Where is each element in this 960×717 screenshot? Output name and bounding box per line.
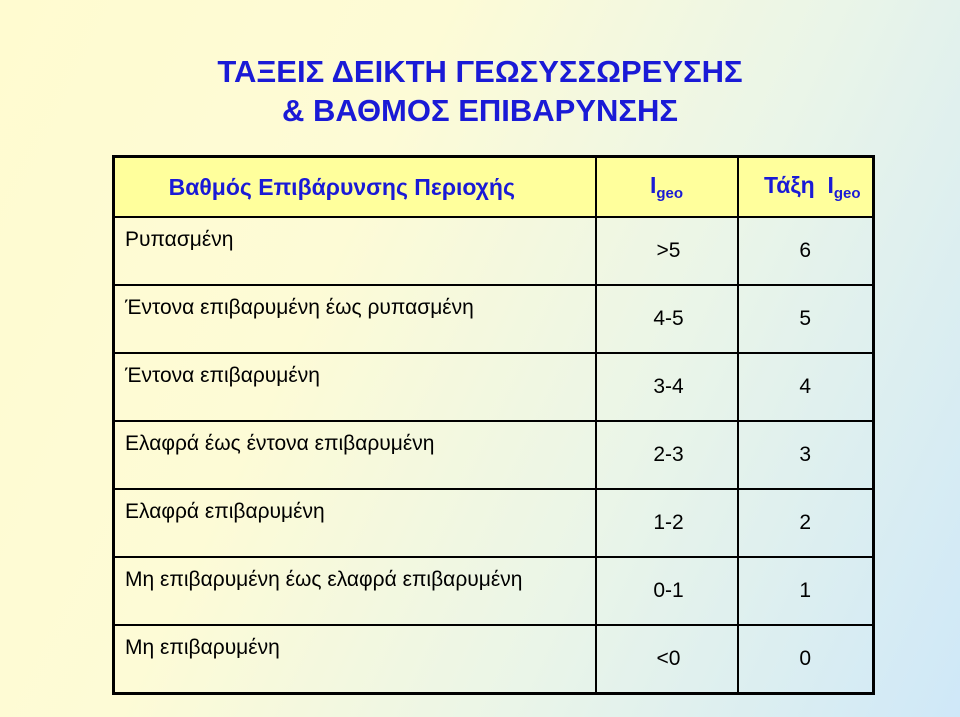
table-row	[114, 285, 874, 353]
cell-igeo: >5	[596, 217, 738, 285]
cell-degree: Μη επιβαρυμένη	[114, 625, 596, 694]
cell-class: 3	[738, 421, 874, 489]
header-degree: Βαθμός Επιβάρυνσης Περιοχής	[114, 157, 596, 218]
igeo-class-table	[112, 155, 875, 695]
cell-class: 6	[738, 217, 874, 285]
header-igeo	[596, 157, 738, 218]
header-igeo-main: I	[649, 172, 657, 198]
cell-degree: Έντονα επιβαρυμένη έως ρυπασμένη	[114, 285, 596, 353]
cell-degree: Ρυπασμένη	[114, 217, 596, 285]
cell-igeo: 3-4	[596, 353, 738, 421]
table-header-row	[114, 157, 874, 218]
cell-igeo: <0	[596, 625, 738, 694]
header-class-sub: geo	[833, 185, 861, 202]
header-class	[738, 157, 874, 218]
cell-degree: Μη επιβαρυμένη έως ελαφρά επιβαρυμένη	[114, 557, 596, 625]
cell-degree: Έντονα επιβαρυμένη	[114, 353, 596, 421]
table-row	[114, 625, 874, 694]
table-row	[114, 421, 874, 489]
cell-igeo: 2-3	[596, 421, 738, 489]
cell-igeo: 4-5	[596, 285, 738, 353]
title-line-2: & ΒΑΘΜΟΣ ΕΠΙΒΑΡΥΝΣΗΣ	[282, 93, 678, 128]
cell-degree: Ελαφρά έως έντονα επιβαρυμένη	[114, 421, 596, 489]
header-igeo-sub: geo	[656, 185, 684, 202]
cell-igeo: 0-1	[596, 557, 738, 625]
slide-title	[0, 52, 960, 130]
table-row	[114, 353, 874, 421]
cell-degree: Ελαφρά επιβαρυμένη	[114, 489, 596, 557]
table-row	[114, 217, 874, 285]
header-class-main: Τάξη I	[763, 172, 834, 198]
cell-class: 2	[738, 489, 874, 557]
table-row	[114, 489, 874, 557]
cell-class: 1	[738, 557, 874, 625]
cell-igeo: 1-2	[596, 489, 738, 557]
cell-class: 5	[738, 285, 874, 353]
table-row	[114, 557, 874, 625]
cell-class: 4	[738, 353, 874, 421]
title-line-1: ΤΑΞΕΙΣ ΔΕΙΚΤΗ ΓΕΩΣΥΣΣΩΡΕΥΣΗΣ	[217, 54, 743, 89]
cell-class: 0	[738, 625, 874, 694]
